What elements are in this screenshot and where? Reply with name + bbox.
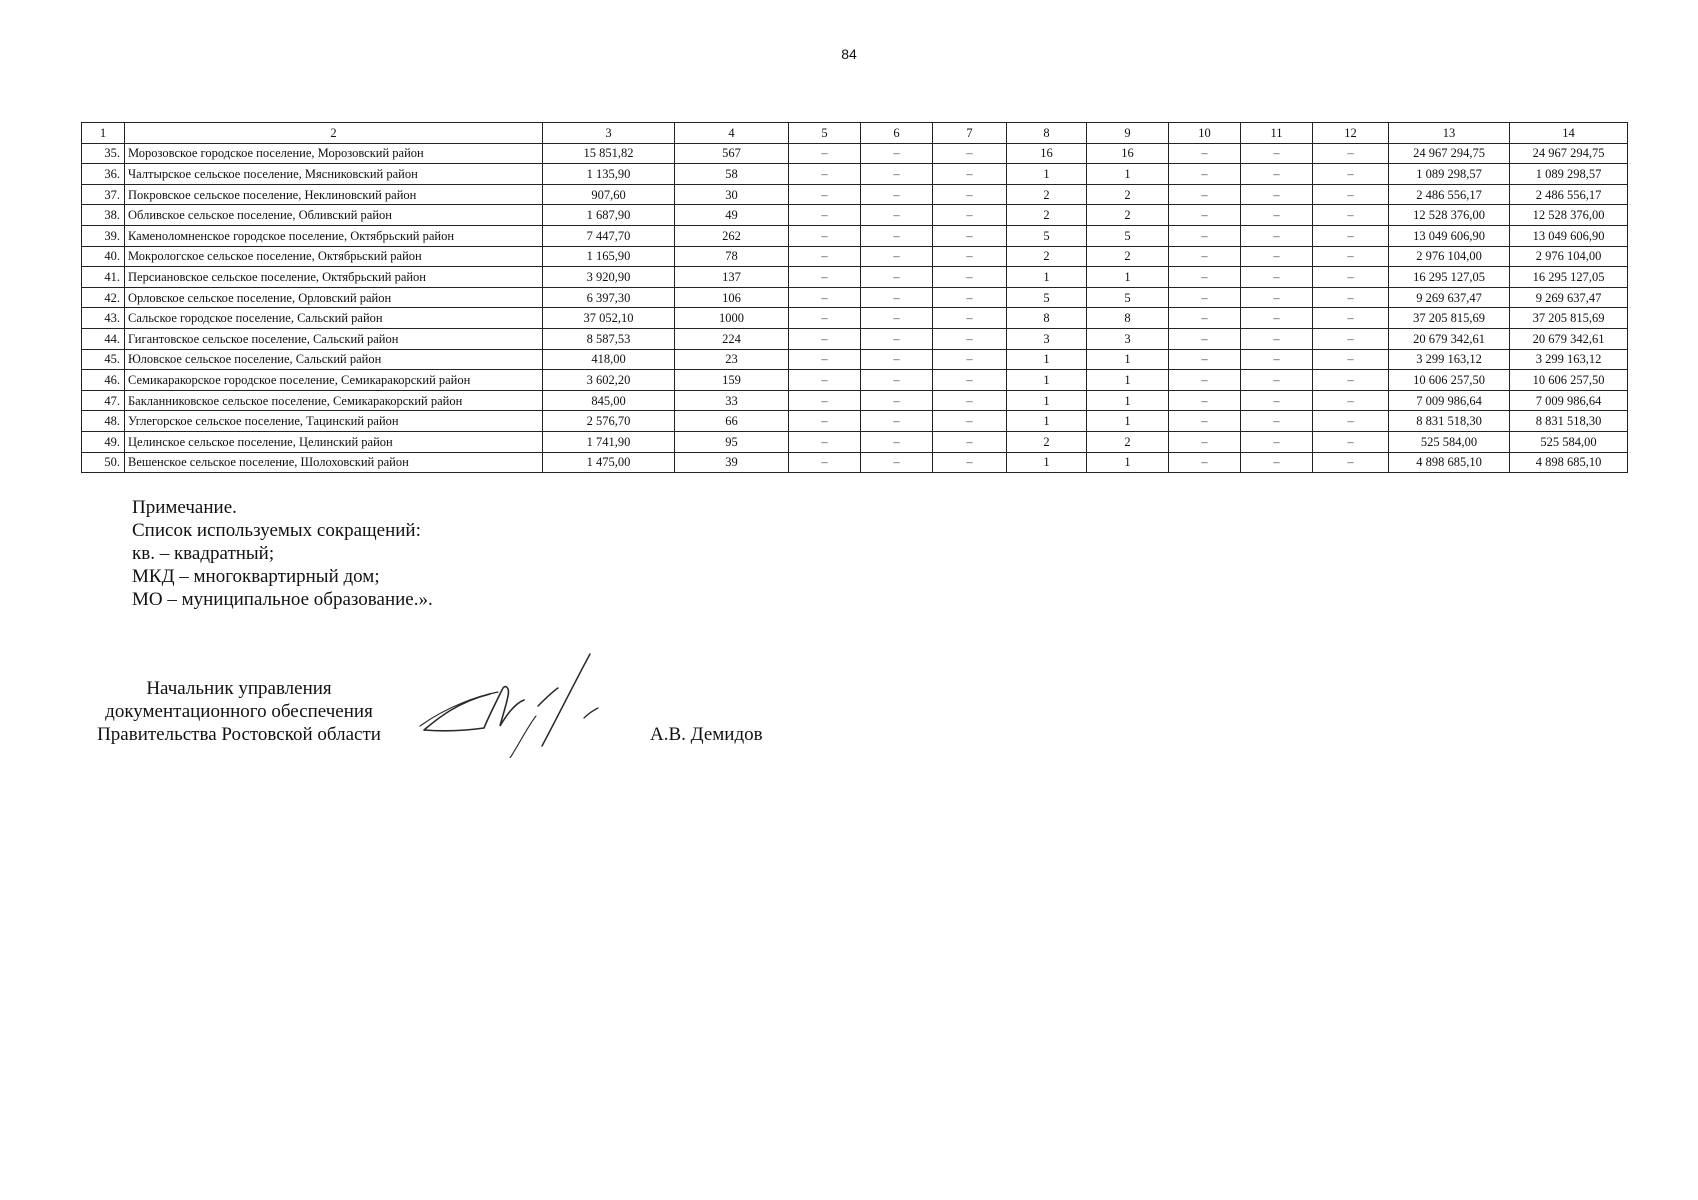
table-cell: – xyxy=(861,184,933,205)
table-cell: 46. xyxy=(82,370,125,391)
table-cell: – xyxy=(933,452,1007,473)
table-cell: – xyxy=(1241,143,1313,164)
table-cell: 907,60 xyxy=(543,184,675,205)
table-cell: – xyxy=(789,143,861,164)
table-cell: 2 xyxy=(1007,246,1087,267)
table-cell: – xyxy=(1313,349,1389,370)
table-cell: 47. xyxy=(82,390,125,411)
table-cell: – xyxy=(789,225,861,246)
table-cell: Каменоломненское городское поселение, Октябрьский район xyxy=(125,225,543,246)
table-cell: – xyxy=(1241,225,1313,246)
table-cell: 37. xyxy=(82,184,125,205)
table-cell: – xyxy=(1241,431,1313,452)
table-cell: – xyxy=(789,287,861,308)
column-header: 13 xyxy=(1389,123,1510,144)
table-cell: Бакланниковское сельское поселение, Семикаракорский район xyxy=(125,390,543,411)
table-row xyxy=(82,225,1628,246)
table-cell: 1 xyxy=(1007,452,1087,473)
table-cell: 4 898 685,10 xyxy=(1510,452,1628,473)
table-cell: – xyxy=(1313,287,1389,308)
table-cell: – xyxy=(1313,390,1389,411)
table-cell: – xyxy=(789,328,861,349)
table-cell: 30 xyxy=(675,184,789,205)
table-cell: 48. xyxy=(82,411,125,432)
signatory-position-line: Правительства Ростовской области xyxy=(97,724,381,745)
table-cell: – xyxy=(933,225,1007,246)
table-cell: – xyxy=(1169,267,1241,288)
table-cell: Юловское сельское поселение, Сальский район xyxy=(125,349,543,370)
table-cell: 8 831 518,30 xyxy=(1510,411,1628,432)
table-cell: 8 xyxy=(1007,308,1087,329)
table-cell: – xyxy=(1169,328,1241,349)
table-cell: – xyxy=(789,411,861,432)
table-cell: – xyxy=(1241,308,1313,329)
table-cell: 2 xyxy=(1007,205,1087,226)
column-header: 6 xyxy=(861,123,933,144)
table-cell: 1000 xyxy=(675,308,789,329)
table-cell: 1 xyxy=(1007,164,1087,185)
note-line: МО – муниципальное образование.». xyxy=(132,589,433,610)
table-cell: – xyxy=(789,370,861,391)
table-cell: 5 xyxy=(1087,287,1169,308)
table-row xyxy=(82,390,1628,411)
table-cell: 7 009 986,64 xyxy=(1389,390,1510,411)
table-cell: 2 xyxy=(1087,431,1169,452)
table-cell: 1 687,90 xyxy=(543,205,675,226)
table-cell: – xyxy=(1313,184,1389,205)
table-cell: – xyxy=(861,143,933,164)
table-cell: 1 165,90 xyxy=(543,246,675,267)
table-cell: – xyxy=(1169,370,1241,391)
table-cell: – xyxy=(933,349,1007,370)
table-cell: – xyxy=(1241,390,1313,411)
table-cell: – xyxy=(933,390,1007,411)
table-cell: – xyxy=(861,225,933,246)
table-cell: 1 xyxy=(1087,267,1169,288)
table-cell: 33 xyxy=(675,390,789,411)
table-cell: Покровское сельское поселение, Неклиновский район xyxy=(125,184,543,205)
table-cell: 1 xyxy=(1007,411,1087,432)
table-cell: – xyxy=(789,349,861,370)
column-header: 14 xyxy=(1510,123,1628,144)
table-cell: – xyxy=(861,452,933,473)
table-cell: – xyxy=(1169,349,1241,370)
table-cell: – xyxy=(789,452,861,473)
table-cell: Мокрологское сельское поселение, Октябрьский район xyxy=(125,246,543,267)
table-cell: – xyxy=(861,390,933,411)
table-cell: 36. xyxy=(82,164,125,185)
table-cell: 1 xyxy=(1007,349,1087,370)
table-cell: 9 269 637,47 xyxy=(1510,287,1628,308)
table-cell: 224 xyxy=(675,328,789,349)
table-row xyxy=(82,328,1628,349)
table-cell: – xyxy=(1169,164,1241,185)
table-cell: 1 xyxy=(1007,370,1087,391)
table-cell: Гигантовское сельское поселение, Сальский район xyxy=(125,328,543,349)
table-cell: Чалтырское сельское поселение, Мясниковский район xyxy=(125,164,543,185)
table-cell: – xyxy=(1313,328,1389,349)
table-cell: 2 xyxy=(1087,184,1169,205)
table-cell: 525 584,00 xyxy=(1510,431,1628,452)
column-header: 8 xyxy=(1007,123,1087,144)
signature-position-block xyxy=(84,677,394,746)
table-cell: – xyxy=(933,328,1007,349)
data-table xyxy=(81,122,1628,473)
table-cell: 1 741,90 xyxy=(543,431,675,452)
table-cell: 1 135,90 xyxy=(543,164,675,185)
table-cell: – xyxy=(1241,205,1313,226)
table-cell: – xyxy=(861,411,933,432)
note-line: Примечание. xyxy=(132,497,237,518)
table-cell: Семикаракорское городское поселение, Семикаракорский район xyxy=(125,370,543,391)
table-cell: – xyxy=(1169,308,1241,329)
column-header: 2 xyxy=(125,123,543,144)
note-line: кв. – квадратный; xyxy=(132,543,275,564)
table-cell: Целинское сельское поселение, Целинский район xyxy=(125,431,543,452)
table-cell: 12 528 376,00 xyxy=(1389,205,1510,226)
table-cell: – xyxy=(789,184,861,205)
table-cell: 8 587,53 xyxy=(543,328,675,349)
table-cell: – xyxy=(1169,143,1241,164)
table-cell: – xyxy=(1169,287,1241,308)
table-cell: Вешенское сельское поселение, Шолоховский район xyxy=(125,452,543,473)
table-cell: – xyxy=(1169,431,1241,452)
table-cell: – xyxy=(861,164,933,185)
table-cell: – xyxy=(1313,225,1389,246)
table-cell: – xyxy=(789,390,861,411)
table-cell: 58 xyxy=(675,164,789,185)
table-cell: 9 269 637,47 xyxy=(1389,287,1510,308)
table-cell: 1 089 298,57 xyxy=(1389,164,1510,185)
table-cell: – xyxy=(1241,246,1313,267)
table-row xyxy=(82,287,1628,308)
table-cell: 7 447,70 xyxy=(543,225,675,246)
table-row xyxy=(82,164,1628,185)
table-cell: 16 295 127,05 xyxy=(1389,267,1510,288)
table-cell: – xyxy=(1313,246,1389,267)
table-cell: 5 xyxy=(1007,287,1087,308)
table-cell: 40. xyxy=(82,246,125,267)
table-cell: 44. xyxy=(82,328,125,349)
table-cell: 24 967 294,75 xyxy=(1389,143,1510,164)
table-cell: – xyxy=(1241,370,1313,391)
table-cell: 2 576,70 xyxy=(543,411,675,432)
table-cell: 23 xyxy=(675,349,789,370)
table-cell: 1 xyxy=(1007,267,1087,288)
table-cell: – xyxy=(1313,267,1389,288)
column-header: 9 xyxy=(1087,123,1169,144)
table-cell: 35. xyxy=(82,143,125,164)
table-cell: – xyxy=(933,267,1007,288)
table-cell: – xyxy=(933,370,1007,391)
table-cell: 37 205 815,69 xyxy=(1510,308,1628,329)
table-cell: – xyxy=(861,431,933,452)
table-cell: 845,00 xyxy=(543,390,675,411)
table-cell: – xyxy=(933,308,1007,329)
note-line: МКД – многоквартирный дом; xyxy=(132,566,380,587)
table-cell: – xyxy=(1169,205,1241,226)
column-header: 5 xyxy=(789,123,861,144)
table-cell: 37 052,10 xyxy=(543,308,675,329)
table-row xyxy=(82,205,1628,226)
page-number: 84 xyxy=(841,46,857,62)
table-cell: – xyxy=(1241,287,1313,308)
table-cell: – xyxy=(1241,184,1313,205)
table-cell: 20 679 342,61 xyxy=(1389,328,1510,349)
table-cell: 10 606 257,50 xyxy=(1510,370,1628,391)
table-cell: 8 xyxy=(1087,308,1169,329)
column-header: 3 xyxy=(543,123,675,144)
table-cell: 39 xyxy=(675,452,789,473)
table-cell: – xyxy=(789,308,861,329)
signatory-name: А.В. Демидов xyxy=(650,724,763,745)
table-cell: – xyxy=(933,205,1007,226)
table-cell: – xyxy=(933,246,1007,267)
column-header: 1 xyxy=(82,123,125,144)
table-cell: Сальское городское поселение, Сальский район xyxy=(125,308,543,329)
table-cell: – xyxy=(933,143,1007,164)
note-block xyxy=(132,496,433,611)
table-cell: 15 851,82 xyxy=(543,143,675,164)
table-cell: 567 xyxy=(675,143,789,164)
table-cell: – xyxy=(1241,267,1313,288)
table-cell: 3 299 163,12 xyxy=(1389,349,1510,370)
table-cell: 95 xyxy=(675,431,789,452)
table-cell: 1 xyxy=(1087,411,1169,432)
table-cell: – xyxy=(861,349,933,370)
table-cell: 16 xyxy=(1007,143,1087,164)
table-cell: – xyxy=(933,431,1007,452)
table-cell: – xyxy=(861,287,933,308)
table-row xyxy=(82,349,1628,370)
table-cell: 2 486 556,17 xyxy=(1510,184,1628,205)
table-header-row xyxy=(82,123,1628,144)
table-cell: – xyxy=(1313,308,1389,329)
table-cell: 1 089 298,57 xyxy=(1510,164,1628,185)
table-cell: 106 xyxy=(675,287,789,308)
table-row xyxy=(82,452,1628,473)
table-cell: – xyxy=(933,411,1007,432)
table-row xyxy=(82,431,1628,452)
table-cell: 3 920,90 xyxy=(543,267,675,288)
table-cell: 42. xyxy=(82,287,125,308)
table-cell: 1 xyxy=(1087,164,1169,185)
table-cell: – xyxy=(1313,370,1389,391)
table-cell: – xyxy=(861,308,933,329)
table-cell: Морозовское городское поселение, Морозовский район xyxy=(125,143,543,164)
table-cell: 2 xyxy=(1007,431,1087,452)
table-cell: 16 295 127,05 xyxy=(1510,267,1628,288)
table-row xyxy=(82,370,1628,391)
table-row xyxy=(82,184,1628,205)
column-header: 10 xyxy=(1169,123,1241,144)
table-cell: – xyxy=(1313,452,1389,473)
table-cell: 3 xyxy=(1007,328,1087,349)
table-cell: 1 xyxy=(1087,370,1169,391)
table-cell: 2 976 104,00 xyxy=(1510,246,1628,267)
table-cell: – xyxy=(789,246,861,267)
table-cell: – xyxy=(789,431,861,452)
table-cell: – xyxy=(933,164,1007,185)
table-cell: 137 xyxy=(675,267,789,288)
table-cell: 43. xyxy=(82,308,125,329)
table-cell: – xyxy=(789,205,861,226)
table-cell: 525 584,00 xyxy=(1389,431,1510,452)
table-cell: 1 xyxy=(1087,349,1169,370)
table-cell: – xyxy=(1313,205,1389,226)
table-cell: – xyxy=(933,287,1007,308)
table-cell: 6 397,30 xyxy=(543,287,675,308)
table-cell: 1 xyxy=(1087,390,1169,411)
table-cell: 5 xyxy=(1087,225,1169,246)
signatory-position-line: Начальник управления xyxy=(146,678,332,699)
table-body xyxy=(82,143,1628,473)
table-cell: Обливское сельское поселение, Обливский район xyxy=(125,205,543,226)
table-cell: 2 486 556,17 xyxy=(1389,184,1510,205)
table-cell: 10 606 257,50 xyxy=(1389,370,1510,391)
table-cell: 39. xyxy=(82,225,125,246)
table-cell: 4 898 685,10 xyxy=(1389,452,1510,473)
table-cell: – xyxy=(861,205,933,226)
table-cell: – xyxy=(1313,164,1389,185)
table-cell: – xyxy=(1241,452,1313,473)
table-cell: 12 528 376,00 xyxy=(1510,205,1628,226)
table-cell: – xyxy=(1241,349,1313,370)
table-cell: 2 xyxy=(1087,205,1169,226)
table-cell: – xyxy=(789,164,861,185)
table-cell: – xyxy=(1169,246,1241,267)
table-cell: – xyxy=(1169,184,1241,205)
table-row xyxy=(82,267,1628,288)
table-cell: – xyxy=(1169,390,1241,411)
table-cell: 24 967 294,75 xyxy=(1510,143,1628,164)
table-cell: 2 xyxy=(1087,246,1169,267)
table-row xyxy=(82,308,1628,329)
table-cell: 3 602,20 xyxy=(543,370,675,391)
table-cell: 7 009 986,64 xyxy=(1510,390,1628,411)
column-header: 7 xyxy=(933,123,1007,144)
table-cell: 37 205 815,69 xyxy=(1389,308,1510,329)
table-cell: – xyxy=(861,370,933,391)
table-cell: 38. xyxy=(82,205,125,226)
table-cell: 49. xyxy=(82,431,125,452)
table-cell: 16 xyxy=(1087,143,1169,164)
table-cell: – xyxy=(861,267,933,288)
column-header: 11 xyxy=(1241,123,1313,144)
table-cell: 418,00 xyxy=(543,349,675,370)
table-cell: 5 xyxy=(1007,225,1087,246)
table-cell: – xyxy=(1241,328,1313,349)
table-cell: 45. xyxy=(82,349,125,370)
table-cell: 159 xyxy=(675,370,789,391)
column-header: 4 xyxy=(675,123,789,144)
handwritten-signature xyxy=(418,646,618,758)
table-cell: 50. xyxy=(82,452,125,473)
table-cell: 20 679 342,61 xyxy=(1510,328,1628,349)
table-cell: – xyxy=(1313,143,1389,164)
table-cell: 8 831 518,30 xyxy=(1389,411,1510,432)
table-cell: – xyxy=(933,184,1007,205)
table-cell: Орловское сельское поселение, Орловский район xyxy=(125,287,543,308)
table-cell: 66 xyxy=(675,411,789,432)
note-line: Список используемых сокращений: xyxy=(132,520,421,541)
table-row xyxy=(82,411,1628,432)
table-cell: 1 475,00 xyxy=(543,452,675,473)
table-cell: 78 xyxy=(675,246,789,267)
table-cell: – xyxy=(1169,225,1241,246)
table-row xyxy=(82,246,1628,267)
signatory-position-line: документационного обеспечения xyxy=(105,701,373,722)
table-row xyxy=(82,143,1628,164)
table-cell: Персиановское сельское поселение, Октябрьский район xyxy=(125,267,543,288)
table-cell: – xyxy=(1241,411,1313,432)
table-cell: 1 xyxy=(1087,452,1169,473)
table-cell: Углегорское сельское поселение, Тацинский район xyxy=(125,411,543,432)
table-cell: 262 xyxy=(675,225,789,246)
table-cell: 13 049 606,90 xyxy=(1510,225,1628,246)
table-cell: – xyxy=(1313,411,1389,432)
column-header: 12 xyxy=(1313,123,1389,144)
table-cell: 2 xyxy=(1007,184,1087,205)
table-cell: – xyxy=(1313,431,1389,452)
table-cell: – xyxy=(789,267,861,288)
table-cell: 1 xyxy=(1007,390,1087,411)
table-cell: 49 xyxy=(675,205,789,226)
table-cell: – xyxy=(1169,411,1241,432)
table-cell: 13 049 606,90 xyxy=(1389,225,1510,246)
table-cell: – xyxy=(1169,452,1241,473)
table-cell: 3 299 163,12 xyxy=(1510,349,1628,370)
table-cell: 2 976 104,00 xyxy=(1389,246,1510,267)
table-cell: 3 xyxy=(1087,328,1169,349)
table-cell: – xyxy=(1241,164,1313,185)
table-cell: – xyxy=(861,246,933,267)
table-cell: 41. xyxy=(82,267,125,288)
table-cell: – xyxy=(861,328,933,349)
